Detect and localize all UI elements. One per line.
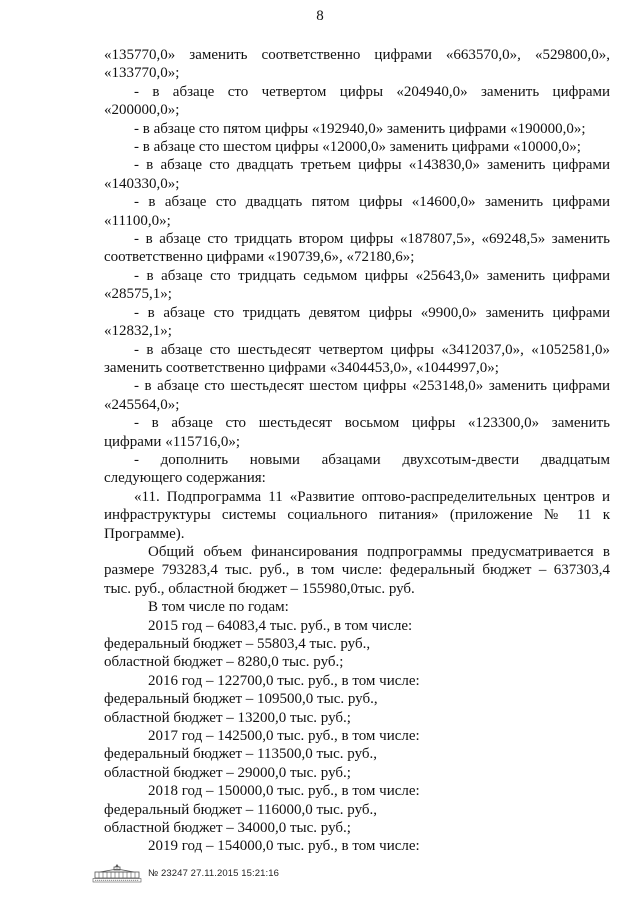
text-line: «245564,0»; — [104, 396, 180, 413]
text-line: «12832,1»; — [104, 323, 172, 340]
government-building-icon — [92, 863, 142, 883]
text-line: соответственно цифрами «190739,6», «72180,6»; — [104, 249, 415, 266]
text-line: - в абзаце сто тридцать втором цифры «187807,5», «69248,5» заменить — [134, 231, 610, 248]
text-line: «140330,0»; — [104, 175, 180, 192]
text-line: федеральный бюджет – 116000,0 тыс. руб., — [104, 801, 378, 818]
text-line: федеральный бюджет – 55803,4 тыс. руб., — [104, 636, 371, 652]
text-line: - в абзаце сто двадцать пятом цифры «14600,0» заменить цифрами — [134, 194, 610, 211]
text-line: «200000,0»; — [104, 102, 180, 119]
text-line: - в абзаце сто двадцать третьем цифры «143830,0» заменить цифрами — [134, 157, 610, 174]
text-line: Программе). — [104, 525, 185, 542]
text-line: федеральный бюджет – 113500,0 тыс. руб., — [104, 746, 378, 763]
text-line: «133770,0»; — [104, 65, 180, 82]
registration-stamp: № 23247 27.11.2015 15:21:16 — [148, 867, 280, 879]
text-line: - в абзаце сто шестьдесят шестом цифры «253148,0» заменить цифрами — [134, 378, 610, 395]
text-line: 2015 год – 64083,4 тыс. руб., в том числе: — [148, 617, 413, 634]
page-number: 8 — [316, 8, 324, 24]
text-line: федеральный бюджет – 109500,0 тыс. руб., — [104, 691, 378, 708]
text-line: «11. Подпрограмма 11 «Развитие оптово-распределительных центров и — [134, 488, 610, 505]
text-line: - в абзаце сто шестом цифры «12000,0» заменить цифрами «10000,0»; — [134, 139, 581, 156]
text-line: - дополнить новыми абзацами двухсотым-двести двадцатым — [134, 451, 610, 468]
text-line: - в абзаце сто тридцать седьмом цифры «25643,0» заменить цифрами — [134, 267, 610, 284]
text-line: областной бюджет – 29000,0 тыс. руб.; — [104, 764, 351, 781]
text-line: 2016 год – 122700,0 тыс. руб., в том числе: — [148, 672, 420, 689]
text-line: 2017 год – 142500,0 тыс. руб., в том числе: — [148, 728, 420, 745]
text-line: - в абзаце сто пятом цифры «192940,0» заменить цифрами «190000,0»; — [134, 120, 586, 137]
text-line: размере 793283,4 тыс. руб., в том числе: федеральный бюджет – 637303,4 — [104, 562, 610, 579]
text-line: «11100,0»; — [104, 212, 171, 229]
text-line: следующего содержания: — [104, 470, 266, 487]
text-line: инфраструктуры системы социального питания» (приложение № 11 к — [104, 507, 610, 524]
text-line: - в абзаце сто тридцать девятом цифры «9900,0» заменить цифрами — [134, 304, 610, 321]
text-line: областной бюджет – 13200,0 тыс. руб.; — [104, 709, 351, 726]
text-line: 2019 год – 154000,0 тыс. руб., в том числе: — [148, 838, 420, 855]
text-line: тыс. руб., областной бюджет – 155980,0тыс. руб. — [104, 580, 415, 597]
text-line: цифрами «115716,0»; — [104, 433, 241, 450]
text-line: областной бюджет – 34000,0 тыс. руб.; — [104, 820, 351, 837]
document-body — [104, 46, 610, 856]
text-line: Общий объем финансирования подпрограммы предусматривается в — [148, 543, 610, 560]
text-line: областной бюджет – 8280,0 тыс. руб.; — [104, 654, 344, 671]
text-line: В том числе по годам: — [148, 599, 289, 616]
text-line: «135770,0» заменить соответственно цифрами «663570,0», «529800,0», — [104, 47, 610, 63]
text-line: - в абзаце сто шестьдесят четвертом цифры «3412037,0», «1052581,0» — [134, 341, 610, 358]
text-line: 2018 год – 150000,0 тыс. руб., в том числе: — [148, 783, 420, 800]
text-line: «28575,1»; — [104, 286, 172, 303]
text-line: заменить соответственно цифрами «3404453,0», «1044997,0»; — [104, 359, 499, 376]
document-footer — [92, 862, 279, 884]
text-line: - в абзаце сто четвертом цифры «204940,0» заменить цифрами — [134, 83, 610, 100]
text-line: - в абзаце сто шестьдесят восьмом цифры «123300,0» заменить — [134, 415, 610, 432]
